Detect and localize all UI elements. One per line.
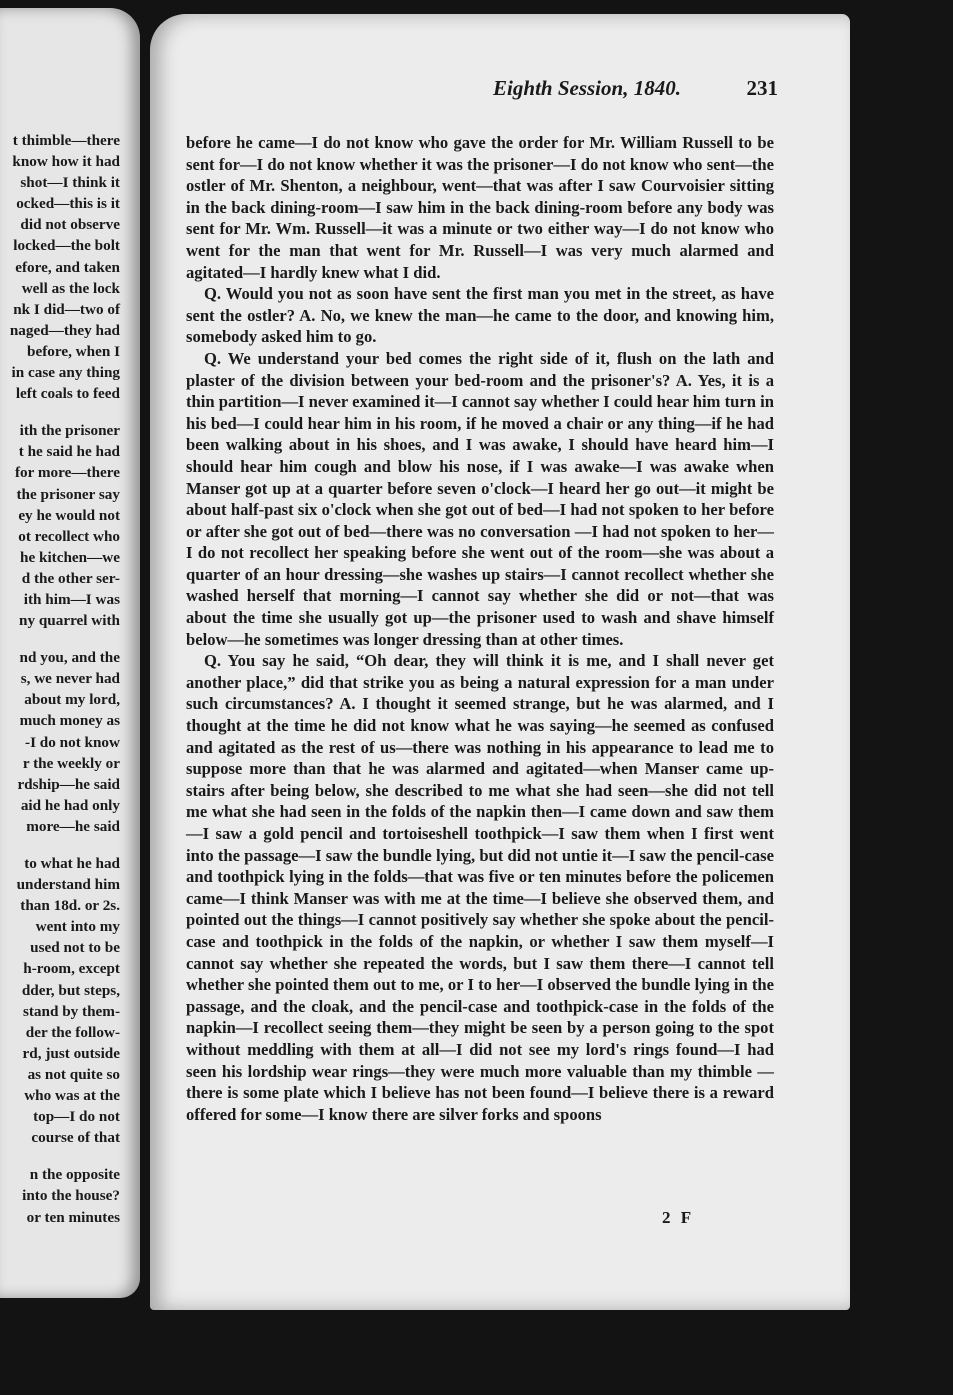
signature-mark: 2 F — [662, 1208, 695, 1227]
dark-background-edge — [862, 0, 953, 1395]
facing-page-line: much money as — [19, 712, 120, 730]
facing-page-line: der the follow- — [25, 1023, 120, 1041]
paragraph-3: Q. We understand your bed comes the right side of it, flush on the lath and plaster of the division between your bed-room and the prisoner's? A. Yes, it is a thin partition—I never examined it—I cannot say whether I could hear him turn in his bed—I could hear him in his room, if he moved a chair or any thing—if he had been walking about in his shoes, and I was awake, I should have heard him—I should hear him cough and blow his nose, if I was awake—I was awake when Manser got up at a quarter before seven o'clock—I heard her go out—it might be about half-past six o'clock when she got out of bed—I had not spoken to her before or after she got out of bed—there was no conversation —I had not spoken to her—I do not recollect her speaking before she went out of the room—she was about a quarter of an hour dressing—she washes up stairs—I cannot recollect whether she washed herself that morning—I cannot say whether she did or not—that was about the time she usually got up—the prisoner used to wash and shave himself below—he sometimes was longer dressing than at other times. — [186, 348, 774, 649]
facing-page-text — [0, 130, 120, 1228]
running-title: Eighth Session, 1840. — [493, 76, 681, 100]
facing-page-line: than 18d. or 2s. — [20, 897, 120, 915]
facing-page-line: in case any thing — [11, 364, 120, 382]
facing-page-line: rdship—he said — [17, 775, 120, 793]
facing-page-line: ny quarrel with — [19, 612, 120, 630]
facing-page-gap — [0, 404, 120, 420]
facing-page-line: who was at the — [24, 1087, 120, 1105]
facing-page-line: know how it had — [12, 153, 120, 171]
facing-page-line: nd you, and the — [19, 649, 120, 667]
facing-page-line: went into my — [35, 918, 120, 936]
facing-page-line: rd, just outside — [22, 1044, 120, 1062]
facing-page-line: the prisoner say — [16, 485, 120, 503]
facing-page-line: -I do not know — [25, 733, 120, 751]
facing-page-line: well as the lock — [21, 279, 120, 297]
facing-page-line: naged—they had — [9, 321, 120, 339]
paragraph-2: Q. Would you not as soon have sent the first man you met in the street, as have sent the ostler? A. No, we knew the man—he came to the door, and knowing him, somebody asked him to go. — [186, 284, 774, 347]
facing-page-line: n the opposite — [29, 1166, 120, 1184]
paragraph-1: before he came—I do not know who gave the order for Mr. William Russell to be sent for—I do not know whether it was the prisoner—I do not know who sent—the ostler of Mr. Shenton, a neighbour, went—that was after I saw Courvoisier sitting in the back dining-room—I saw him in the back dining-room before any body was sent for Mr. Wm. Russell—it was a minute or two either way—I do not know who went for the man that went for Mr. Russell—I was very much alarmed and agitated—I hardly knew what I did. — [186, 133, 774, 282]
facing-page-line: efore, and taken — [15, 258, 120, 276]
facing-page-line: shot—I think it — [20, 174, 120, 192]
paragraph-4: Q. You say he said, “Oh dear, they will think it is me, and I shall never get another place,” did that strike you as being a natural expression for a man under such circumstances? A. I thought it seemed strange, but he was alarmed, and I thought at the time he did not know what he was saying—he seemed as confused and agitated as the rest of us—there was nothing in his appearance to lead me to suppose more than that he was alarmed and agitated—when Manser came up-stairs after being below, she described to me what she had seen—she did not tell me what she had seen in the folds of the napkin then—I came down and saw them—I saw a gold pencil and tortoiseshell toothpick—I saw them when I first went into the passage—I saw the bundle lying, but did not untie it—I saw the pencil-case and toothpick lying in the folds—that was five or ten minutes before the policemen came—I think Manser was with me at the time—I believe she observed them, and pointed out the things—I cannot positively say whether she spoke about the pencil-case and toothpick in the folds of the napkin, or whether I saw them myself—I cannot say whether she repeated the words, but I saw them there—I cannot tell whether she pointed them out to me, or I to her—I observed the bundle lying in the passage, and the cloak, and the pencil-case and toothpick-case in the folds of the napkin—I recollect seeing them—they might be seen by a person going to the spot without meddling with them at all—I did not see my lord's rings found—I had seen his lordship wear rings—they were much more valuable than my thimble —there is some plate which I believe has not been found—I believe there is a reward offered for some—I know there are silver forks and spoons — [186, 651, 774, 1124]
facing-page-line: s, we never had — [20, 670, 120, 688]
facing-page-gap — [0, 837, 120, 853]
facing-page-line: did not observe — [20, 216, 120, 234]
facing-page-line: understand him — [16, 876, 120, 894]
facing-page-line: ith him—I was — [23, 590, 120, 608]
facing-page-line: into the house? — [22, 1187, 120, 1205]
facing-page-gap — [0, 1148, 120, 1164]
facing-page-line: he kitchen—we — [20, 548, 120, 566]
facing-page-line: left coals to feed — [15, 385, 120, 403]
facing-page-line: dder, but steps, — [21, 981, 120, 999]
facing-page-fragment — [0, 8, 140, 1298]
facing-page-line: d the other ser- — [21, 569, 120, 587]
facing-page-gap — [0, 631, 120, 647]
facing-page-line: as not quite so — [27, 1065, 120, 1083]
facing-page-line: aid he had only — [20, 796, 120, 814]
facing-page-line: h-room, except — [23, 960, 120, 978]
page-number: 231 — [746, 76, 778, 100]
facing-page-line: top—I do not — [33, 1108, 120, 1126]
facing-page-line: r the weekly or — [22, 754, 120, 772]
facing-page-line: or ten minutes — [26, 1208, 120, 1226]
facing-page-line: more—he said — [26, 817, 120, 835]
page-body — [186, 132, 774, 1125]
page-header — [186, 76, 778, 106]
facing-page-line: before, when I — [27, 342, 120, 360]
facing-page-line: to what he had — [24, 855, 120, 872]
facing-page-line: used not to be — [30, 939, 120, 957]
facing-page-line: nk I did—two of — [13, 300, 120, 318]
facing-page-line: ot recollect who — [18, 527, 120, 545]
facing-page-line: course of that — [31, 1129, 120, 1147]
facing-page-line: about my lord, — [24, 691, 120, 709]
facing-page-line: ocked—this is it — [16, 195, 120, 213]
facing-page-line: t thimble—there — [12, 132, 120, 149]
facing-page-line: stand by them- — [22, 1002, 120, 1020]
facing-page-line: ith the prisoner — [19, 422, 120, 440]
facing-page-line: locked—the bolt — [13, 237, 120, 255]
facing-page-line: for more—there — [14, 464, 120, 482]
book-page — [150, 14, 850, 1310]
facing-page-line: t he said he had — [18, 443, 120, 461]
facing-page-line: ey he would not — [18, 506, 120, 524]
